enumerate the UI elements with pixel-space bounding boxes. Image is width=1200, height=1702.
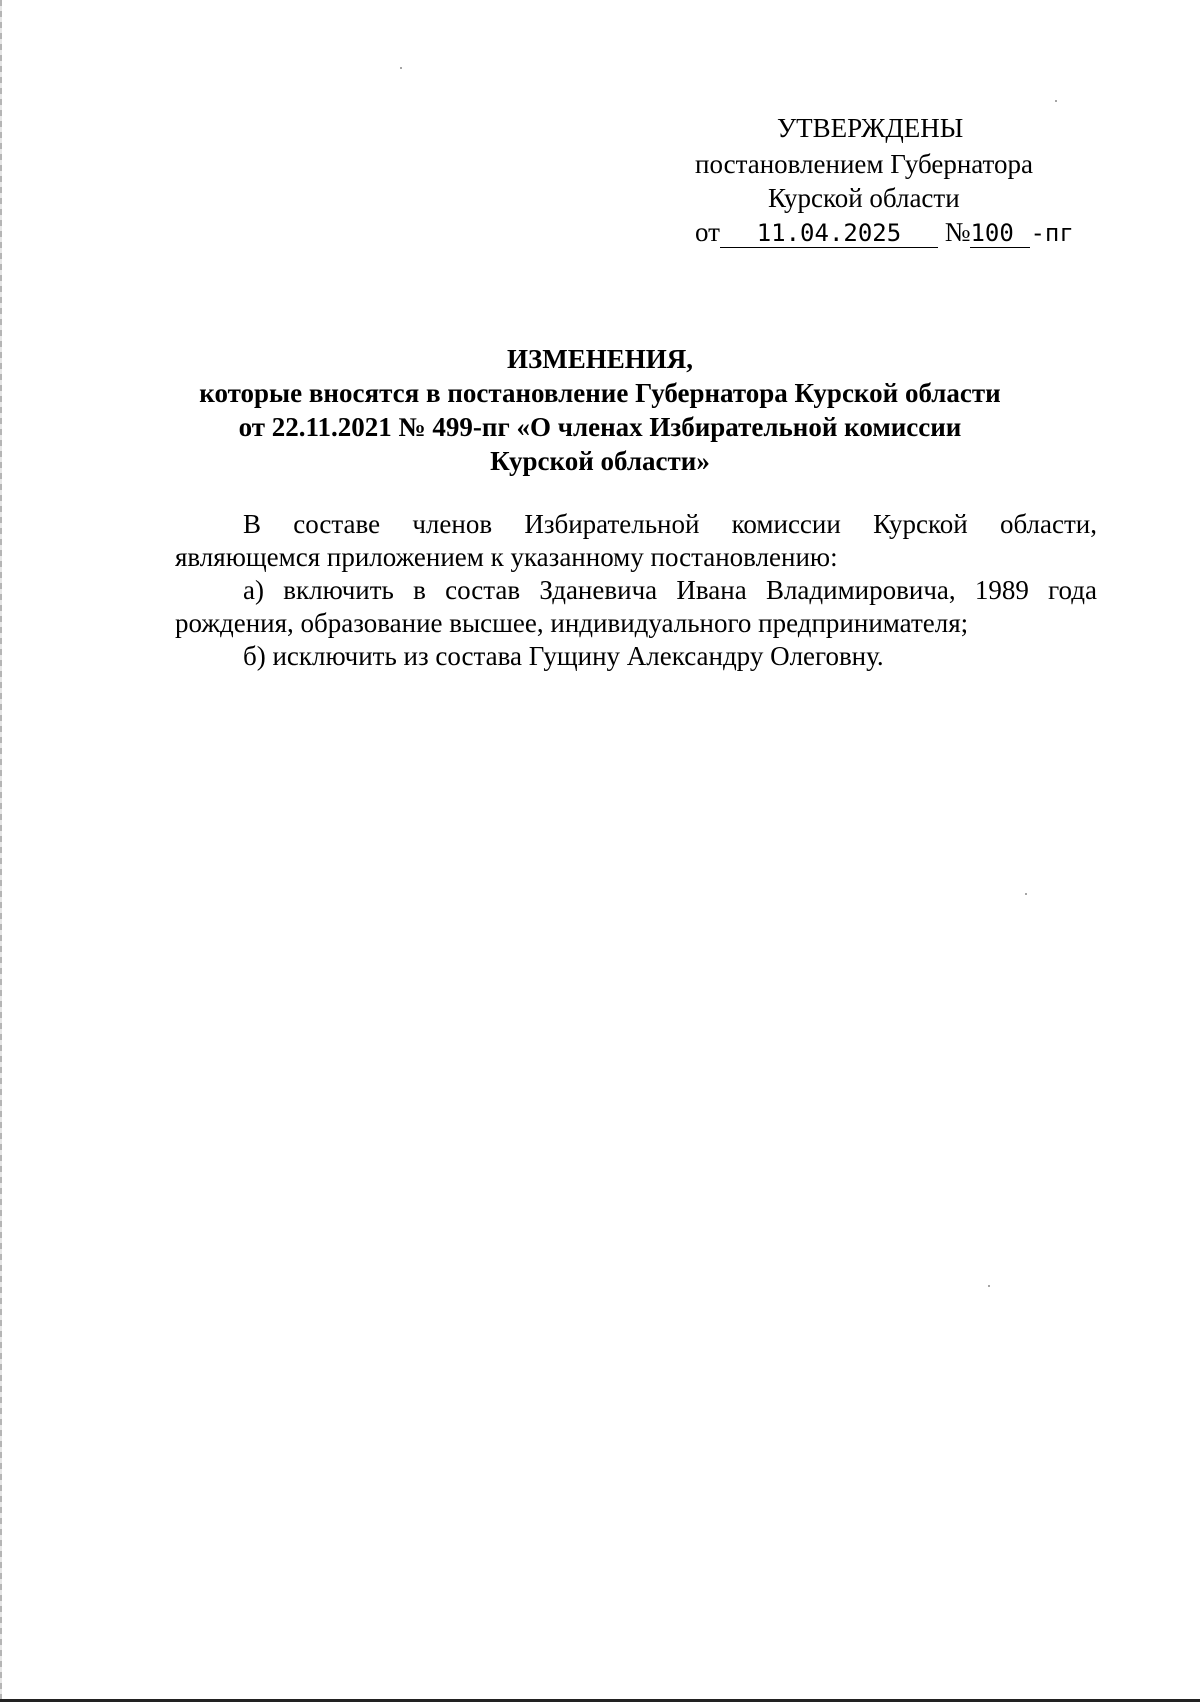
paragraph-2-line-1: а) включить в состав Зданевича Ивана Владимировича, 1989 года bbox=[243, 575, 1097, 605]
number-sign: № bbox=[944, 217, 971, 247]
scan-speck bbox=[1055, 100, 1057, 102]
scan-left-edge bbox=[0, 0, 2, 1702]
paragraph-1-line-1: В составе членов Избирательной комиссии Курской области, bbox=[243, 509, 1097, 539]
scan-speck bbox=[1025, 893, 1027, 895]
paragraph-3: б) исключить из состава Гущину Александру Олеговну. bbox=[243, 641, 884, 671]
approval-title: УТВЕРЖДЕНЫ bbox=[777, 113, 964, 143]
paragraph-1-line-2: являющемся приложением к указанному постановлению: bbox=[175, 542, 838, 572]
heading-line-3: от 22.11.2021 № 499-пг «О членах Избирательной комиссии bbox=[238, 412, 962, 442]
heading-title: ИЗМЕНЕНИЯ, bbox=[506, 344, 693, 374]
approval-number-field: 100 bbox=[970, 219, 1030, 248]
approval-date-number-line bbox=[695, 217, 1074, 248]
scan-speck bbox=[400, 67, 402, 69]
date-prefix: от bbox=[695, 217, 720, 247]
approval-authority-line: постановлением Губернатора bbox=[695, 149, 1033, 179]
scan-speck bbox=[988, 1285, 990, 1287]
approval-number-suffix: -пг bbox=[1030, 219, 1074, 247]
document-body bbox=[175, 508, 1097, 673]
heading-line-4: Курской области» bbox=[490, 446, 710, 476]
approval-date-field: 11.04.2025 bbox=[720, 219, 938, 248]
heading-line-2: которые вносятся в постановление Губернатора Курской области bbox=[199, 378, 1001, 408]
approval-region-line: Курской области bbox=[768, 183, 960, 213]
paragraph-2-line-2: рождения, образование высшее, индивидуального предпринимателя; bbox=[175, 608, 969, 638]
document-heading bbox=[150, 342, 1050, 478]
